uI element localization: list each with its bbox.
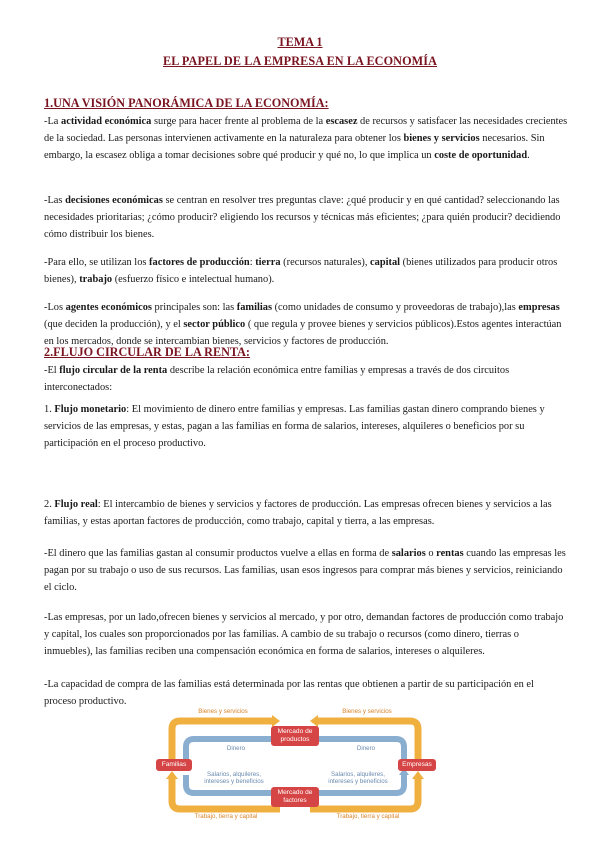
bottom-left-orange-arrowhead (166, 771, 178, 779)
section-2-heading: 2.FLUJO CIRCULAR DE LA RENTA: (44, 345, 250, 359)
label-dinero-left: Dinero (226, 745, 246, 752)
section-1-paragraph-3: -Para ello, se utilizan los factores de producción: tierra (recursos naturales), capital (bienes utilizados para producir otros bienes), trabajo (esfuerzo físico e intelectual humano). (44, 257, 558, 286)
bottom-right-orange-arrowhead (412, 771, 424, 779)
circular-flow-diagram (150, 705, 440, 823)
label-trabajo-tierra-capital-right: Trabajo, tierra y capital (336, 813, 400, 820)
label-salarios-right: Salarios, alquileres, intereses y beneficios (328, 771, 388, 785)
document-header (0, 33, 600, 71)
section-2 (44, 343, 568, 396)
label-bienes-servicios-left: Bienes y servicios (198, 708, 248, 715)
section-1-paragraph-1: -La actividad económica surge para hacer frente al problema de la escasez de recursos y satisfacer las necesidades crecientes de la sociedad. Las personas intervienen activamente en la naturaleza para obtener los bienes y servicios necesarios. Sin embargo, la escasez obliga a tomar decisiones sobre qué producir y qué no, lo que implica un coste de oportunidad. (44, 116, 568, 162)
label-bienes-servicios-right: Bienes y servicios (342, 708, 392, 715)
section-2-paragraph-5: -Las empresas, por un lado,ofrecen bienes y servicios al mercado, y por otro, demandan factores de producción como trabajo y capital, los cuales son proporcionados por las familias. A cambio de su trabajo o recursos (como dinero, tierras o inmuebles), las familias reciben una compensación económica en forma de salarios, intereses o alquileres. (44, 612, 564, 658)
section-1-heading: 1.UNA VISIÓN PANORÁMICA DE LA ECONOMÍA: (44, 96, 329, 110)
section-1 (44, 94, 568, 165)
section-1-paragraph-2: -Las decisiones económicas se centran en resolver tres preguntas clave: ¿qué producir y en qué cantidad? seleccionando las necesidades prioritarias; ¿cómo producir? eligiendo los recursos y técnicas más eficientes; ¿para quién producir? decidiendo cómo distribuir los bienes. (44, 195, 561, 241)
mercado-de-productos-box: Mercado de productos (271, 726, 319, 746)
label-dinero-right: Dinero (356, 745, 376, 752)
flujo-real-paragraph: 2. Flujo real: El intercambio de bienes y servicios y factores de producción. Las empresas ofrecen bienes y servicios a las familias, y estas aportan factores de producción, como trabajo, capital y tierra, a las empresas. (44, 499, 552, 528)
section-2-paragraph-4: -El dinero que las familias gastan al consumir productos vuelve a ellas en forma de salarios o rentas cuando las empresas les pagan por su trabajo o uso de sus recursos. Las familias, usan esos ingresos para comprar más bienes y servicios, reiniciando el ciclo. (44, 548, 566, 594)
label-trabajo-tierra-capital-left: Trabajo, tierra y capital (194, 813, 258, 820)
section-1-paragraph-4: -Los agentes económicos principales son: las familias (como unidades de consumo y proveedoras de trabajo),las empresas (que deciden la producción), y el sector público ( que regula y provee bienes y servicios públicos).Estos agentes interactúan en los mercados, donde se intercambian bienes, servicios y factores de producción. (44, 302, 562, 348)
document-title: EL PAPEL DE LA EMPRESA EN LA ECONOMÍA (162, 54, 437, 68)
section-2-paragraph-6: -La capacidad de compra de las familias está determinada por las rentas que obtienen a partir de su participación en el proceso productivo. (44, 679, 534, 708)
empresas-box: Empresas (398, 759, 436, 771)
familias-box: Familias (156, 759, 192, 771)
flujo-monetario-paragraph: 1. Flujo monetario: El movimiento de dinero entre familias y empresas. Las familias gastan dinero comprando bienes y servicios de las empresas, y estas, pagan a las familias en forma de salarios, intereses, alquileres o beneficios por su participación en el proceso productivo. (44, 404, 545, 450)
mercado-de-factores-box: Mercado de factores (271, 787, 319, 807)
tema-label: TEMA 1 (277, 35, 323, 49)
label-salarios-left: Salarios, alquileres, intereses y beneficios (204, 771, 264, 785)
section-2-paragraph-1: -El flujo circular de la renta describe la relación económica entre familias y empresas a través de dos circuitos interconectados: (44, 365, 510, 394)
